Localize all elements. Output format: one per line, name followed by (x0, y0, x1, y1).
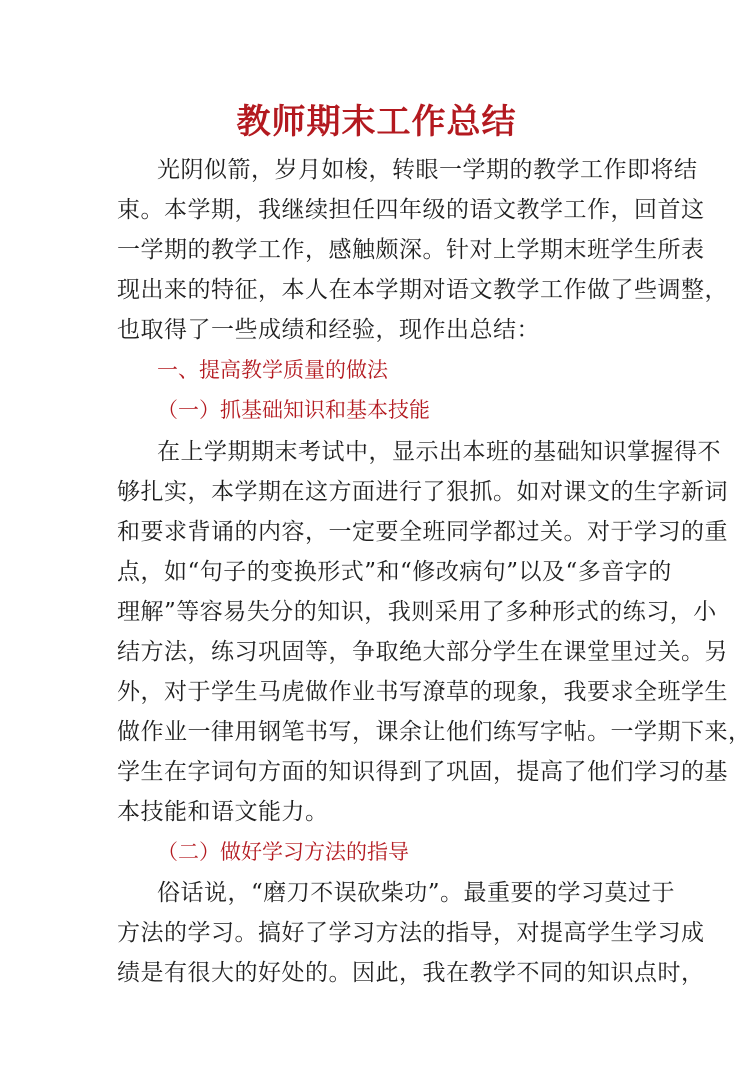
paragraph-line: 理解”等容易失分的知识，我则采用了多种形式的练习，小 (117, 599, 717, 625)
paragraph-line: 在上学期期末考试中，显示出本班的基础知识掌握得不 (157, 439, 721, 465)
subsection-heading: （一）抓基础知识和基本技能 (157, 398, 430, 422)
paragraph-line: 绩是有很大的好处的。因此，我在教学不同的知识点时， (117, 960, 705, 986)
document-title: 教师期末工作总结 (236, 102, 517, 142)
paragraph-line: 也取得了一些成绩和经验，现作出总结： (117, 317, 540, 343)
subsection-heading: （二）做好学习方法的指导 (157, 840, 409, 864)
paragraph-line: 够扎实，本学期在这方面进行了狠抓。如对课文的生字新词 (117, 479, 728, 505)
paragraph-line: 外，对于学生马虎做作业书写潦草的现象，我要求全班学生 (117, 679, 728, 705)
paragraph-line: 现出来的特征，本人在本学期对语文教学工作做了些调整， (117, 277, 728, 303)
paragraph-line: 俗话说，“磨刀不误砍柴功”。最重要的学习莫过于 (157, 880, 676, 906)
paragraph-line: 光阴似箭，岁月如梭，转眼一学期的教学工作即将结 (157, 157, 698, 183)
paragraph-line: 学生在字词句方面的知识得到了巩固，提高了他们学习的基 (117, 759, 728, 785)
section-heading: 一、提高教学质量的做法 (157, 358, 388, 382)
paragraph-line: 做作业一律用钢笔书写，课余让他们练写字帖。一学期下来， (117, 719, 752, 745)
paragraph-line: 一学期的教学工作，感触颇深。针对上学期末班学生所表 (117, 237, 705, 263)
paragraph-line: 点，如“句子的变换形式”和“修改病句”以及“多音字的 (117, 559, 672, 585)
paragraph-line: 束。本学期，我继续担任四年级的语文教学工作，回首这 (117, 197, 705, 223)
paragraph-line: 方法的学习。搞好了学习方法的指导，对提高学生学习成 (117, 920, 705, 946)
paragraph-line: 和要求背诵的内容，一定要全班同学都过关。对于学习的重 (117, 519, 728, 545)
paragraph-line: 本技能和语文能力。 (117, 799, 329, 825)
paragraph-line: 结方法，练习巩固等，争取绝大部分学生在课堂里过关。另 (117, 639, 728, 665)
